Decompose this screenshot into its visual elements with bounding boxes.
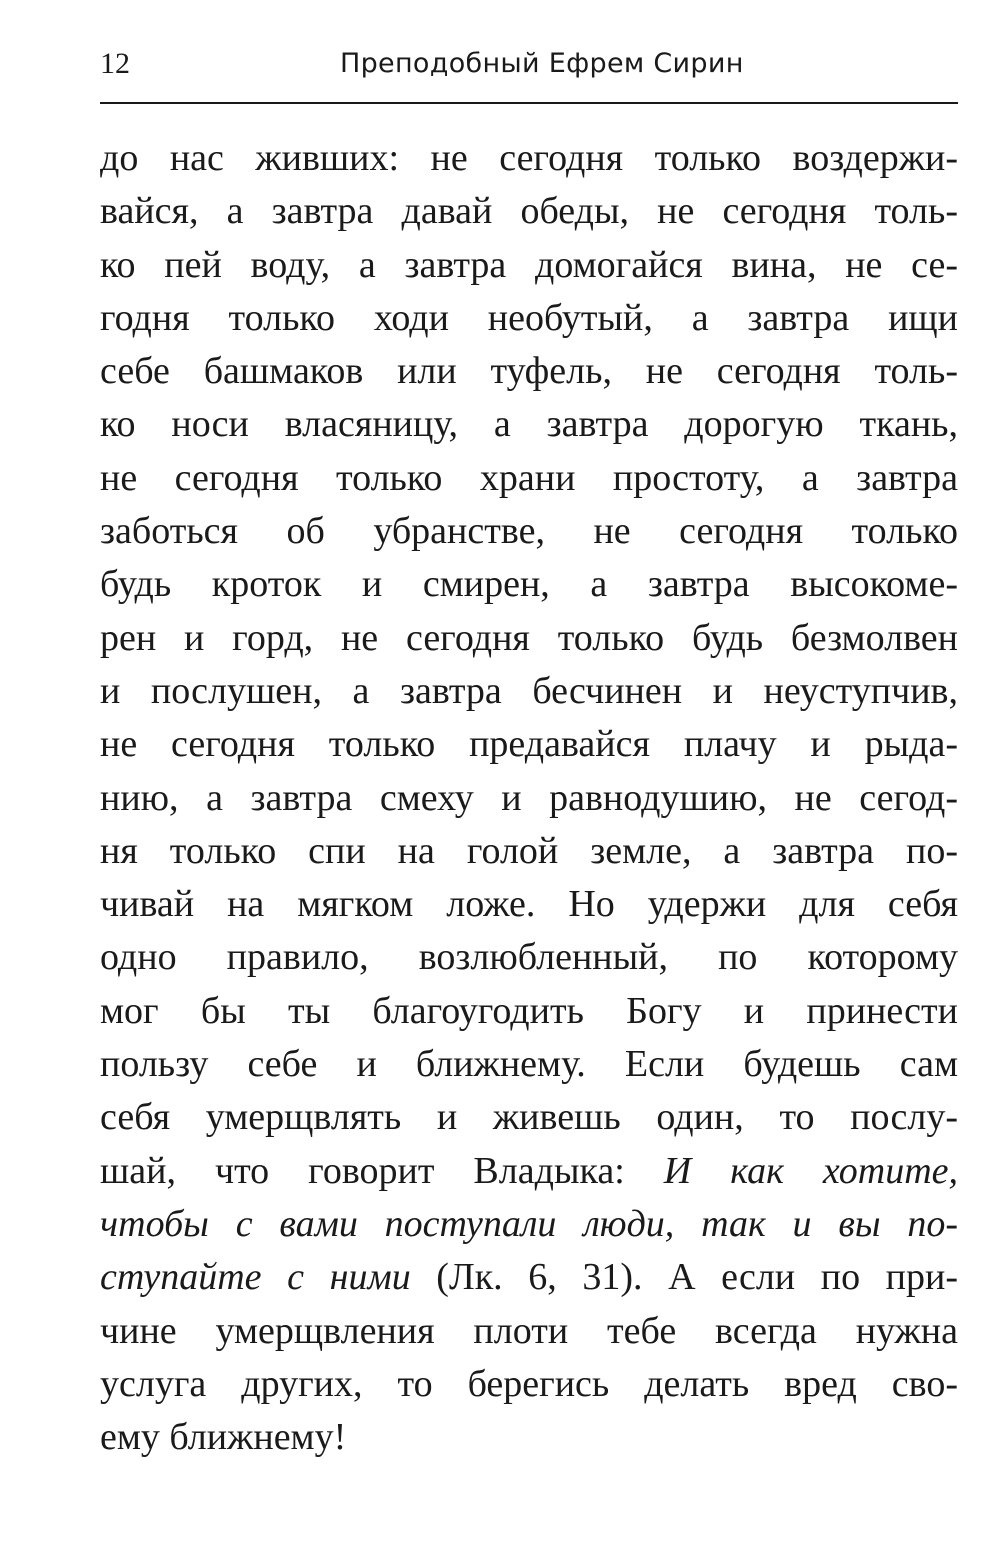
text-line: мог бы ты благоугодить Богу и принести <box>100 989 958 1032</box>
text-line: будь кроток и смирен, а завтра высокоме- <box>100 563 958 606</box>
running-head <box>100 40 958 100</box>
page-number: 12 <box>100 47 130 80</box>
quote-intro: шай, что говорит Владыка: <box>100 1149 664 1192</box>
scripture-quote: И как хотите, <box>663 1149 959 1192</box>
text-line: себе башмаков или туфель, не сегодня толь- <box>100 350 958 393</box>
body-text <box>100 132 958 1464</box>
text-line: услуга других, то берегись делать вред сво- <box>100 1362 958 1405</box>
text-line: нию, а завтра смеху и равнодушию, не сегод- <box>100 776 958 819</box>
text-line-quote <box>100 1198 958 1251</box>
text-line: не сегодня только храни простоту, а завтра <box>100 456 958 499</box>
scripture-quote: чтобы с вами поступали люди, так и вы по- <box>100 1202 958 1245</box>
text-line: ко пей воду, а завтра домогайся вина, не се- <box>100 243 958 286</box>
text-line: чивай на мягком ложе. Но удержи для себя <box>100 883 958 926</box>
header-rule <box>100 102 958 104</box>
text-line: пользу себе и ближнему. Если будешь сам <box>100 1043 958 1086</box>
text-line: себя умерщвлять и живешь один, то послу- <box>100 1096 958 1139</box>
running-title: Преподобный Ефрем Сирин <box>340 48 744 79</box>
text-line-quote-end <box>100 1251 958 1304</box>
scripture-reference: (Лк. 6, 31). А если по при- <box>410 1256 958 1299</box>
text-line: чине умерщвления плоти тебе всегда нужна <box>100 1309 958 1352</box>
text-line: и послушен, а завтра бесчинен и неуступчив, <box>100 669 958 712</box>
text-line: заботься об убранстве, не сегодня только <box>100 510 958 553</box>
text-line: одно правило, возлюбленный, по которому <box>100 936 958 979</box>
text-line: до нас живших: не сегодня только воздержи- <box>100 137 958 179</box>
scripture-quote: ступайте с ними <box>100 1256 411 1299</box>
text-line: вайся, а завтра давай обеды, не сегодня толь- <box>100 190 958 233</box>
text-line: не сегодня только предавайся плачу и рыда- <box>100 723 958 766</box>
text-line: рен и горд, не сегодня только будь безмолвен <box>100 616 958 659</box>
text-line: ня только спи на голой земле, а завтра по- <box>100 829 958 872</box>
text-line-last: ему ближнему! <box>100 1416 347 1459</box>
text-line: ко носи власяницу, а завтра дорогую ткань, <box>100 403 958 446</box>
text-line: годня только ходи необутый, а завтра ищи <box>100 296 958 339</box>
text-line-quote-start <box>100 1145 958 1198</box>
